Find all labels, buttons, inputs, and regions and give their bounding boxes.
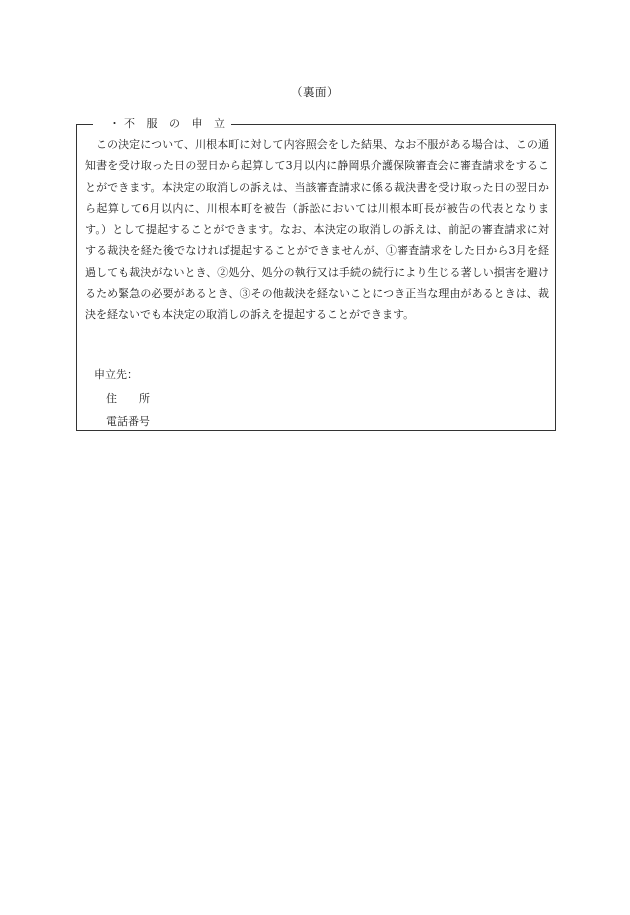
objection-body-text: この決定について、川根本町に対して内容照会をした結果、なお不服がある場合は、この通知書を受け取った日の翌日から起算して3月以内に静岡県介護保険審査会に審査請求をすることができます。本決定の取消しの訴えは、当該審査請求に係る裁決書を受け取った日の翌日から起算して6月以内に、川根本町を被告（訴訟においては川根本町長が被告の代表となります。）として提起することができます。なお、本決定の取消しの訴えは、前記の審査請求に対する裁決を経た後でなければ提起することができませんが、①審査請求をした日から3月を経過しても裁決がないとき、②処分、処分の執行又は手続の続行により生じる著しい損害を避けるため緊急の必要があるとき、③その他裁決を経ないことにつき正当な理由があるときは、裁決を経ないでも本決定の取消しの訴えを提起することができます。 [85,138,549,322]
box-top-border-right [213,124,556,125]
box-top-border-left [77,124,93,125]
submit-to-label: 申立先： [94,368,138,381]
page-title: （裏面） [291,85,339,99]
page-header [0,84,630,100]
phone-label: 電話番号 [106,415,150,428]
objection-box [76,117,556,431]
section-title: ・不 服 の 申 立 [109,117,229,130]
address-label: 住所 [106,392,172,405]
